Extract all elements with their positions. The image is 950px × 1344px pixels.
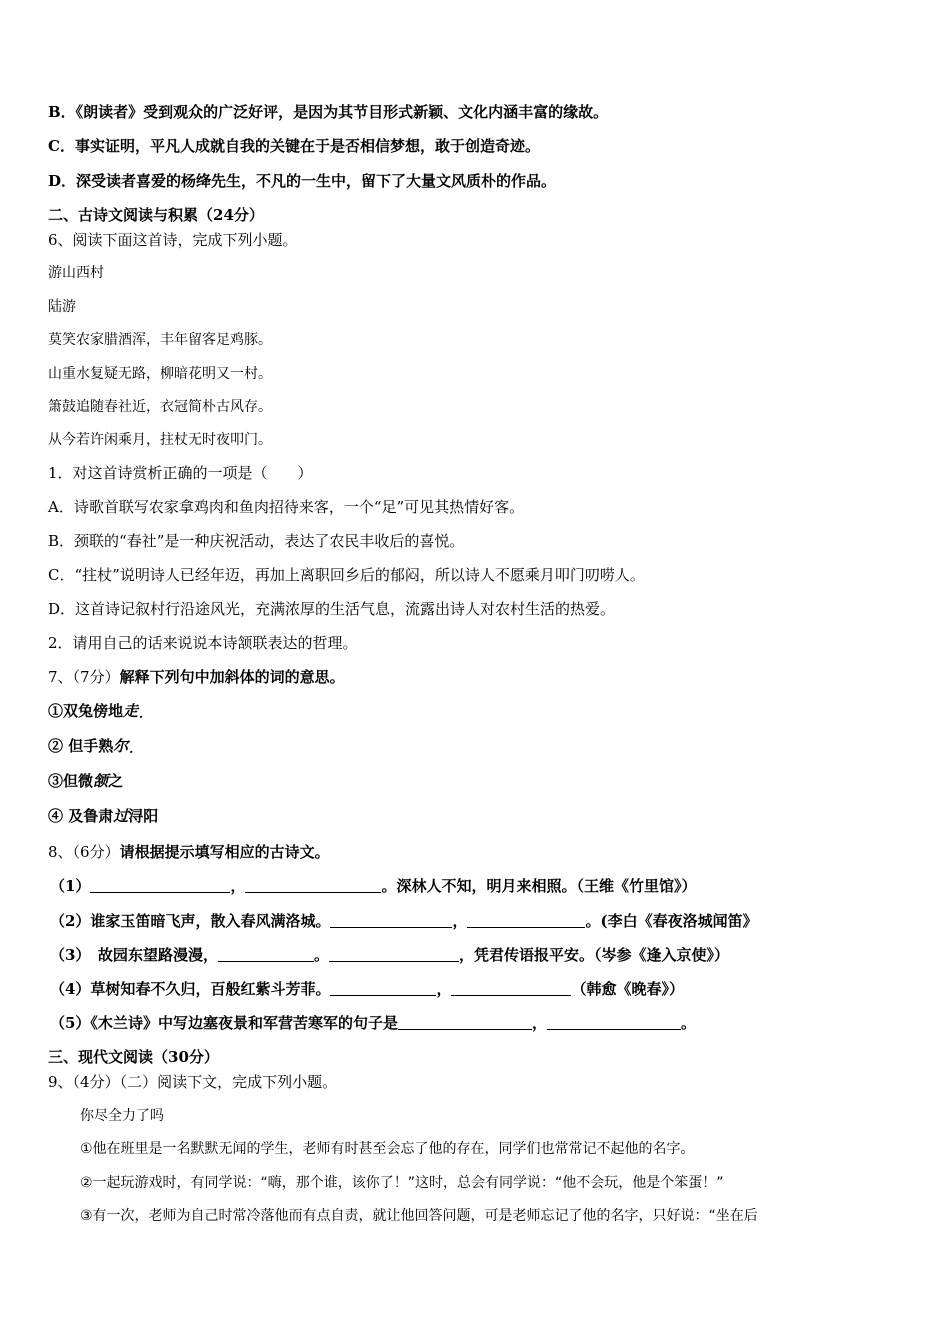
fill-text: （4）草树知春不久归，百般红紫斗芳菲。 (50, 980, 331, 998)
question-stem: 6、阅读下面这首诗，完成下列小题。 (48, 231, 298, 249)
fill-blank-line (50, 911, 758, 931)
choice-c: C．“拄杖”说明诗人已经年迈，再加上离职回乡后的郁闷，所以诗人不愿乘月叩门叨唠人。 (48, 566, 645, 584)
choice-d: D．这首诗记叙村行沿途风光，充满浓厚的生活气息，流露出诗人对农村生活的热爱。 (48, 600, 616, 618)
q7-item-text: ④ 及鲁肃 (48, 807, 114, 825)
q7-item-text: ② 但手熟 (48, 737, 114, 755)
answer-blank[interactable] (329, 946, 459, 962)
fill-text: ，凭君传语报平安。（岑参《逢入京使》） (458, 946, 729, 964)
fill-text: 。 (313, 946, 329, 964)
article-paragraph: ②一起玩游戏时，有同学说：“嗨，那个谁，该你了！”这时，总会有同学说：“他不会玩，他是个笨蛋！” (80, 1175, 724, 1191)
fill-blank-line (50, 945, 729, 965)
question-7-prefix: 7、（7分） (48, 668, 120, 686)
poem-line: 箫鼓追随春社近，衣冠简朴古风存。 (48, 399, 272, 415)
q7-item (48, 701, 138, 721)
q7-italic-word: 走 . (123, 702, 138, 720)
fill-text: 。 (680, 1014, 696, 1032)
question-stem: 9、（4分）（二）阅读下文，完成下列小题。 (48, 1073, 338, 1091)
q7-item (48, 771, 123, 791)
section-heading: 二、古诗文阅读与积累（24分） (48, 206, 264, 224)
fill-text: ， (230, 877, 246, 895)
fill-text: 。深林人不知，明月来相照。（王维《竹里馆》） (381, 877, 697, 895)
fill-text: ， (531, 1014, 547, 1032)
poem-line: 从今若许闲乘月，拄杖无时夜叩门。 (48, 432, 272, 448)
fill-text: （韩愈《晚春》） (571, 980, 684, 998)
choice-a: A．诗歌首联写农家拿鸡肉和鱼肉招待来客，一个“足”可见其热情好客。 (48, 498, 525, 516)
answer-blank[interactable] (330, 980, 436, 996)
fill-text: 。(李白《春夜洛城闻笛》 (585, 912, 758, 930)
question-7 (48, 667, 345, 687)
article-paragraph: ①他在班里是一名默默无闻的学生，老师有时甚至会忘了他的存在，同学们也常常记不起他的名字。 (80, 1141, 695, 1157)
option-b: B．《朗读者》受到观众的广泛好评，是因为其节目形式新颖、文化内涵丰富的缘故。 (48, 103, 609, 121)
article-title: 你尽全力了吗 (80, 1108, 164, 1124)
fill-text: （2）谁家玉笛暗飞声，散入春风满洛城。 (50, 912, 331, 930)
fill-text: （5）《木兰诗》中写边塞夜景和军营苦寒军的句子是 (50, 1014, 398, 1032)
fill-text: ， (436, 980, 452, 998)
poem-line: 莫笑农家腊酒浑，丰年留客足鸡豚。 (48, 332, 272, 348)
fill-text: （1） (50, 877, 91, 895)
fill-blank-line (50, 1013, 696, 1033)
choice-b: B．颈联的“春社”是一种庆祝活动，表达了农民丰收后的喜悦。 (48, 532, 465, 550)
answer-blank[interactable] (90, 877, 230, 893)
answer-blank[interactable] (245, 877, 381, 893)
question-7-stem: 解释下列句中加斜体的词的意思。 (119, 668, 345, 686)
poem-author: 陆游 (48, 299, 76, 315)
sub-question-2: 2．请用自己的话来说说本诗颔联表达的哲理。 (48, 634, 358, 652)
answer-blank[interactable] (451, 980, 571, 996)
q7-italic-word: 尔 . (113, 737, 128, 755)
option-d: D．深受读者喜爱的杨绛先生，不凡的一生中，留下了大量文风质朴的作品。 (48, 172, 557, 190)
q7-item-text: 之 (108, 772, 124, 790)
answer-blank[interactable] (547, 1014, 681, 1030)
answer-blank[interactable] (218, 946, 314, 962)
answer-blank[interactable] (330, 912, 452, 928)
q7-item-text: ③但微 (48, 772, 94, 790)
q7-item (48, 736, 128, 756)
fill-blank-line (50, 979, 684, 999)
q7-item-text: ①双兔傍地 (48, 702, 124, 720)
poem-title: 游山西村 (48, 265, 104, 281)
answer-blank[interactable] (467, 912, 585, 928)
fill-text: ， (452, 912, 468, 930)
question-8-stem: 请根据提示填写相应的古诗文。 (119, 843, 330, 861)
q7-italic-word: 过 (113, 807, 129, 825)
question-8-prefix: 8、（6分） (48, 843, 120, 861)
section-heading: 三、现代文阅读（30分） (48, 1048, 219, 1066)
q7-item (48, 806, 158, 826)
q7-item-text: 浔阳 (128, 807, 159, 825)
article-paragraph: ③有一次，老师为自己时常冷落他而有点自责，就让他回答问题，可是老师忘记了他的名字，只好说：“坐在后 (80, 1208, 758, 1224)
answer-blank[interactable] (398, 1014, 532, 1030)
question-8 (48, 842, 330, 862)
fill-text: （3） 故园东望路漫漫， (50, 946, 218, 964)
q7-italic-word: 颔 (93, 772, 109, 790)
sub-question-1: 1．对这首诗赏析正确的一项是（ ） (48, 464, 313, 482)
option-c: C．事实证明，平凡人成就自我的关键在于是否相信梦想，敢于创造奇迹。 (48, 137, 540, 155)
poem-line: 山重水复疑无路，柳暗花明又一村。 (48, 366, 272, 382)
fill-blank-line (50, 876, 696, 896)
